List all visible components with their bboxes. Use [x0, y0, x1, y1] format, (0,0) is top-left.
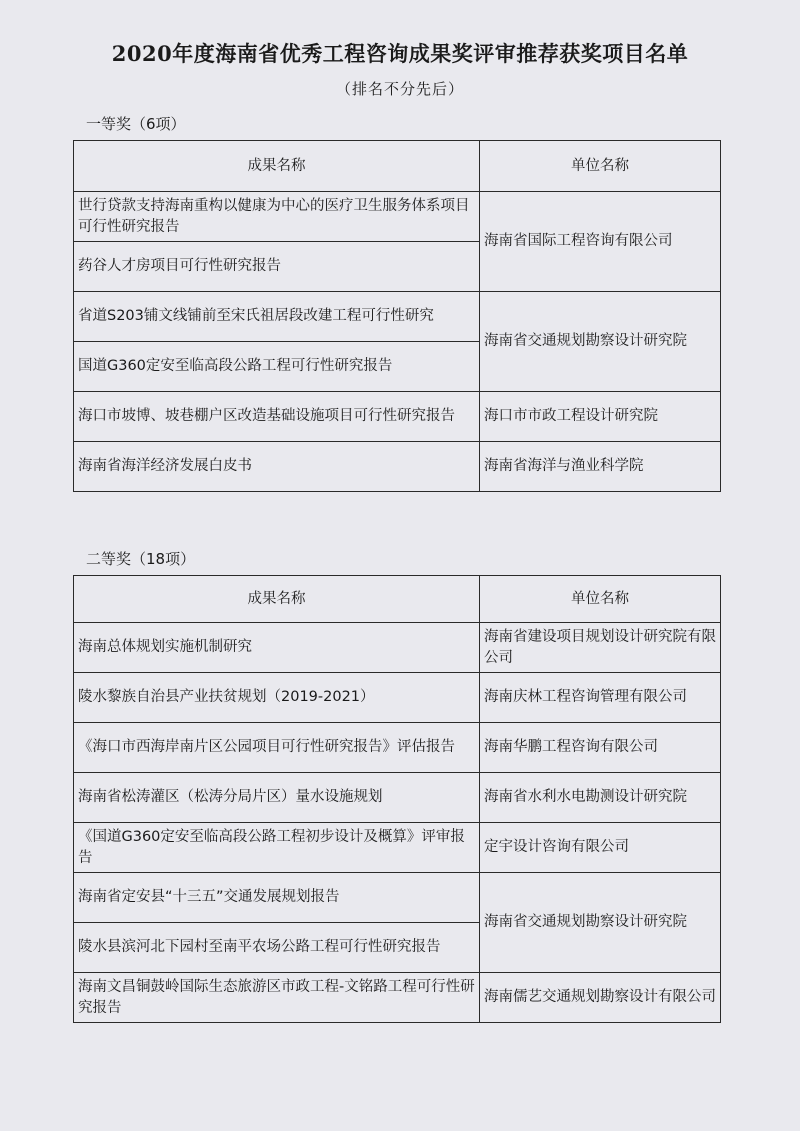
project-name-cell: 海口市坡博、坡巷棚户区改造基础设施项目可行性研究报告: [74, 392, 480, 442]
table-row: [74, 773, 721, 823]
project-name-cell: 《国道G360定安至临高段公路工程初步设计及概算》评审报告: [74, 823, 480, 873]
unit-name-cell: 海南省交通规划勘察设计研究院: [480, 292, 721, 392]
header-unit-name: 单位名称: [480, 576, 721, 623]
unit-name-cell: 海南华鹏工程咨询有限公司: [480, 723, 721, 773]
project-name-cell: 海南省海洋经济发展白皮书: [74, 442, 480, 492]
first-prize-label: 一等奖（6项）: [86, 115, 186, 133]
project-name-cell: 陵水黎族自治县产业扶贫规划（2019-2021）: [74, 673, 480, 723]
project-name-cell: 省道S203铺文线铺前至宋氏祖居段改建工程可行性研究: [74, 292, 480, 342]
table-row: [74, 292, 721, 342]
table-row: [74, 673, 721, 723]
project-name-cell: 海南总体规划实施机制研究: [74, 623, 480, 673]
project-name-cell: 药谷人才房项目可行性研究报告: [74, 242, 480, 292]
unit-name-cell: 定宇设计咨询有限公司: [480, 823, 721, 873]
header-unit-name: 单位名称: [480, 141, 721, 192]
unit-name-cell: 海南省交通规划勘察设计研究院: [480, 873, 721, 973]
unit-name-cell: 海口市市政工程设计研究院: [480, 392, 721, 442]
second-prize-table: [73, 575, 721, 1023]
table-row: [74, 192, 721, 242]
unit-name-cell: 海南庆林工程咨询管理有限公司: [480, 673, 721, 723]
table-row: [74, 442, 721, 492]
project-name-cell: 陵水县滨河北下园村至南平农场公路工程可行性研究报告: [74, 923, 480, 973]
project-name-cell: 海南省松涛灌区（松涛分局片区）量水设施规划: [74, 773, 480, 823]
table-row: [74, 623, 721, 673]
table-row: [74, 973, 721, 1023]
table-header-row: [74, 141, 721, 192]
header-project-name: 成果名称: [74, 141, 480, 192]
table-header-row: [74, 576, 721, 623]
project-name-cell: 世行贷款支持海南重构以健康为中心的医疗卫生服务体系项目可行性研究报告: [74, 192, 480, 242]
unit-name-cell: 海南儒艺交通规划勘察设计有限公司: [480, 973, 721, 1023]
project-name-cell: 海南省定安县“十三五”交通发展规划报告: [74, 873, 480, 923]
table-row: [74, 392, 721, 442]
project-name-cell: 海南文昌铜鼓岭国际生态旅游区市政工程-文铭路工程可行性研究报告: [74, 973, 480, 1023]
project-name-cell: 国道G360定安至临高段公路工程可行性研究报告: [74, 342, 480, 392]
second-prize-label: 二等奖（18项）: [86, 550, 196, 568]
unit-name-cell: 海南省国际工程咨询有限公司: [480, 192, 721, 292]
header-project-name: 成果名称: [74, 576, 480, 623]
first-prize-table: [73, 140, 721, 492]
table-row: [74, 723, 721, 773]
page-title: 2020年度海南省优秀工程咨询成果奖评审推荐获奖项目名单: [111, 41, 689, 66]
page-subtitle: （排名不分先后）: [335, 80, 464, 98]
unit-name-cell: 海南省建设项目规划设计研究院有限公司: [480, 623, 721, 673]
unit-name-cell: 海南省水利水电勘测设计研究院: [480, 773, 721, 823]
unit-name-cell: 海南省海洋与渔业科学院: [480, 442, 721, 492]
table-row: [74, 873, 721, 923]
project-name-cell: 《海口市西海岸南片区公园项目可行性研究报告》评估报告: [74, 723, 480, 773]
table-row: [74, 823, 721, 873]
